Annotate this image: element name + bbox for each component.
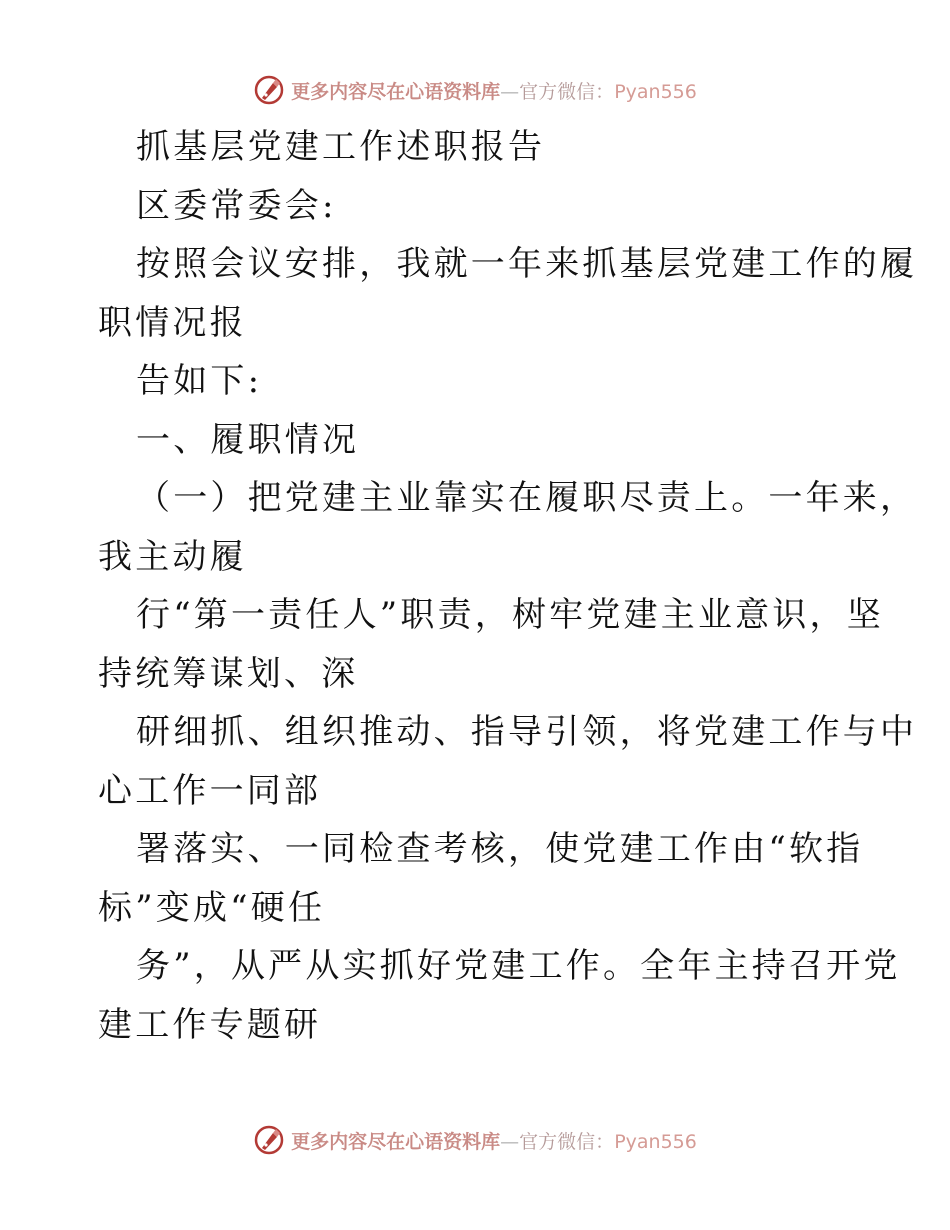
watermark-banner-bottom <box>0 1120 950 1160</box>
watermark-text: 更多内容尽在心语资料库—官方微信：Pyan556 <box>291 80 697 103</box>
document-line: 抓基层党建工作述职报告 <box>136 127 546 167</box>
document-line: （一）把党建主业靠实在履职尽责上。一年来， <box>136 478 918 518</box>
document-line: 心工作一同部 <box>98 770 322 811</box>
document-line: 区委常委会: <box>136 185 337 226</box>
pen-nib-circle-icon <box>253 74 285 106</box>
document-line: 我主动履 <box>98 536 247 577</box>
watermark-banner-top <box>0 70 950 110</box>
document-line: 标”变成“硬任 <box>98 887 326 928</box>
document-line: 行“第一责任人”职责，树牢党建主业意识，坚 <box>136 595 884 635</box>
document-line: 告如下: <box>136 361 263 401</box>
document-line: 职情况报 <box>98 302 247 343</box>
document-line: 署落实、一同检查考核，使党建工作由“软指 <box>136 829 864 869</box>
document-body <box>98 118 918 1054</box>
document-line: 建工作专题研 <box>98 1004 322 1045</box>
watermark-text: 更多内容尽在心语资料库—官方微信：Pyan556 <box>291 1130 697 1153</box>
document-line: 研细抓、组织推动、指导引领，将党建工作与中 <box>136 712 918 752</box>
document-line: 持统筹谋划、深 <box>98 653 359 694</box>
document-line: 一、履职情况 <box>136 419 360 460</box>
document-line: 按照会议安排，我就一年来抓基层党建工作的履 <box>136 244 918 284</box>
pen-nib-circle-icon <box>253 1124 285 1156</box>
document-line: 务”，从严从实抓好党建工作。全年主持召开党 <box>136 946 901 986</box>
